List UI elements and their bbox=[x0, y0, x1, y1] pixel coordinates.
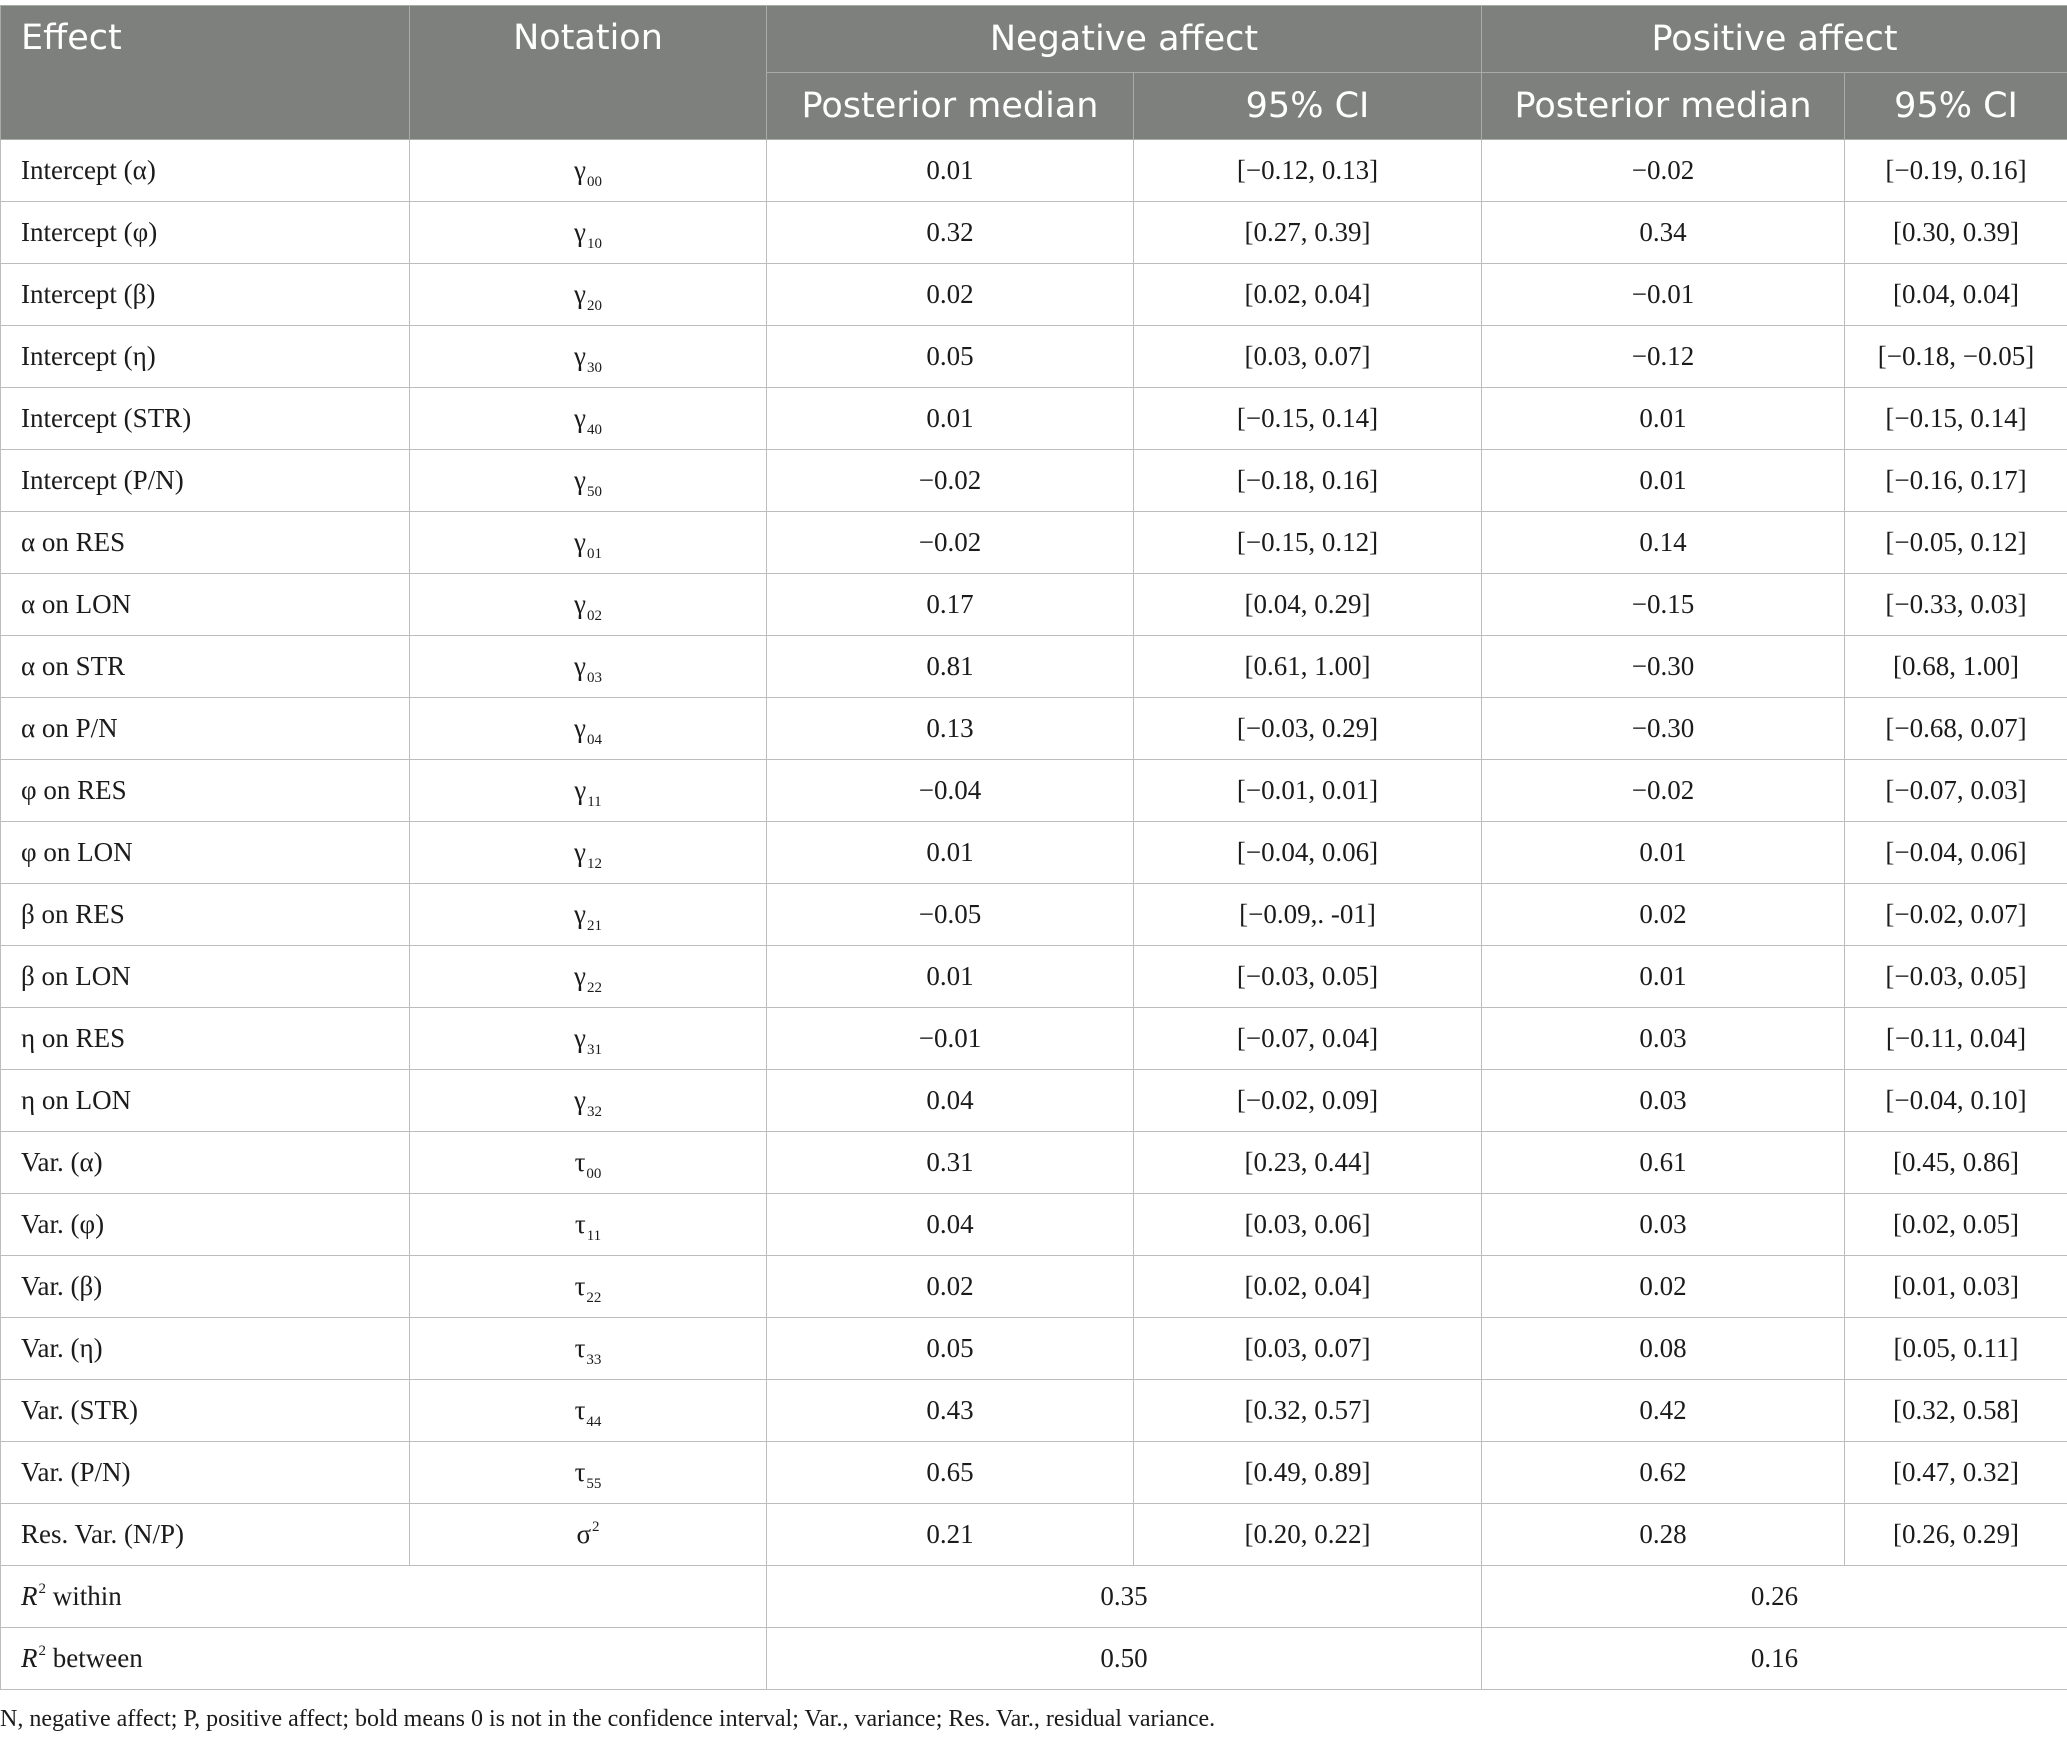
cell-pos-median: 0.01 bbox=[1482, 450, 1845, 512]
notation-superscript: 2 bbox=[592, 1519, 600, 1535]
notation-symbol: γ bbox=[574, 465, 586, 495]
table-row bbox=[1, 450, 2067, 512]
table-row bbox=[1, 1132, 2067, 1194]
cell-pos-median: 0.01 bbox=[1482, 946, 1845, 1008]
notation-subscript: 44 bbox=[586, 1414, 602, 1430]
notation-subscript: 12 bbox=[586, 856, 602, 872]
cell-pos-ci: [0.02, 0.05] bbox=[1845, 1194, 2067, 1256]
table-row bbox=[1, 884, 2067, 946]
cell-pos-median: −0.01 bbox=[1482, 264, 1845, 326]
cell-effect: Var. (α) bbox=[1, 1132, 410, 1194]
cell-pos-ci: [0.30, 0.39] bbox=[1845, 202, 2067, 264]
notation-subscript: 02 bbox=[586, 608, 602, 624]
cell-pos-median: −0.30 bbox=[1482, 698, 1845, 760]
r2-superscript: 2 bbox=[38, 1643, 46, 1659]
notation-symbol: γ bbox=[574, 1085, 586, 1115]
cell-r2-label bbox=[1, 1628, 767, 1690]
cell-effect: α on LON bbox=[1, 574, 410, 636]
cell-notation bbox=[410, 1380, 767, 1442]
table-row-r2 bbox=[1, 1628, 2067, 1690]
cell-pos-ci: [0.01, 0.03] bbox=[1845, 1256, 2067, 1318]
header-neg-posterior-median: Posterior median bbox=[767, 73, 1134, 140]
table-header bbox=[1, 6, 2067, 140]
notation-symbol: τ bbox=[574, 1457, 586, 1487]
cell-r2-negative: 0.35 bbox=[767, 1566, 1482, 1628]
cell-neg-median: 0.04 bbox=[767, 1194, 1134, 1256]
cell-neg-median: 0.01 bbox=[767, 388, 1134, 450]
notation-subscript: 00 bbox=[586, 1166, 602, 1182]
r2-symbol: R bbox=[21, 1581, 38, 1611]
notation-subscript: 00 bbox=[586, 174, 602, 190]
notation-symbol: γ bbox=[574, 403, 586, 433]
header-negative-affect: Negative affect bbox=[767, 6, 1482, 73]
cell-pos-ci: [−0.02, 0.07] bbox=[1845, 884, 2067, 946]
cell-effect: Intercept (α) bbox=[1, 140, 410, 202]
notation-symbol: γ bbox=[574, 589, 586, 619]
cell-pos-median: −0.02 bbox=[1482, 140, 1845, 202]
table-row bbox=[1, 140, 2067, 202]
cell-effect: φ on LON bbox=[1, 822, 410, 884]
table-row bbox=[1, 574, 2067, 636]
notation-symbol: τ bbox=[574, 1271, 586, 1301]
cell-notation bbox=[410, 202, 767, 264]
table-row bbox=[1, 1070, 2067, 1132]
cell-neg-ci: [0.04, 0.29] bbox=[1134, 574, 1482, 636]
cell-pos-ci: [0.26, 0.29] bbox=[1845, 1504, 2067, 1566]
cell-pos-median: 0.62 bbox=[1482, 1442, 1845, 1504]
notation-symbol: γ bbox=[574, 1023, 586, 1053]
cell-pos-median: 0.01 bbox=[1482, 388, 1845, 450]
cell-notation bbox=[410, 822, 767, 884]
cell-neg-ci: [−0.01, 0.01] bbox=[1134, 760, 1482, 822]
notation-subscript: 50 bbox=[586, 484, 602, 500]
notation-symbol: γ bbox=[574, 713, 586, 743]
cell-notation bbox=[410, 1442, 767, 1504]
cell-notation bbox=[410, 1070, 767, 1132]
cell-notation bbox=[410, 512, 767, 574]
cell-pos-ci: [0.45, 0.86] bbox=[1845, 1132, 2067, 1194]
notation-symbol: γ bbox=[574, 651, 586, 681]
cell-effect: η on RES bbox=[1, 1008, 410, 1070]
notation-symbol: τ bbox=[574, 1333, 586, 1363]
notation-subscript: 11 bbox=[586, 1228, 602, 1244]
cell-neg-median: 0.01 bbox=[767, 822, 1134, 884]
cell-pos-median: 0.01 bbox=[1482, 822, 1845, 884]
r2-superscript: 2 bbox=[38, 1581, 46, 1597]
cell-neg-median: 0.31 bbox=[767, 1132, 1134, 1194]
cell-neg-ci: [0.27, 0.39] bbox=[1134, 202, 1482, 264]
cell-pos-median: 0.08 bbox=[1482, 1318, 1845, 1380]
table-footnote: N, negative affect; P, positive affect; bold means 0 is not in the confidence interval; Var., variance; Res. Var., residual variance. bbox=[0, 1706, 1216, 1732]
cell-effect: β on LON bbox=[1, 946, 410, 1008]
cell-r2-positive: 0.26 bbox=[1482, 1566, 2067, 1628]
notation-subscript: 03 bbox=[586, 670, 602, 686]
cell-neg-median: −0.04 bbox=[767, 760, 1134, 822]
cell-pos-ci: [0.05, 0.11] bbox=[1845, 1318, 2067, 1380]
cell-pos-median: 0.61 bbox=[1482, 1132, 1845, 1194]
cell-notation bbox=[410, 1132, 767, 1194]
cell-pos-ci: [−0.04, 0.10] bbox=[1845, 1070, 2067, 1132]
notation-symbol: σ bbox=[576, 1519, 592, 1549]
notation-symbol: γ bbox=[574, 775, 587, 805]
notation-subscript: 01 bbox=[586, 546, 602, 562]
cell-neg-ci: [−0.09,. -01] bbox=[1134, 884, 1482, 946]
cell-notation bbox=[410, 760, 767, 822]
cell-pos-ci: [−0.11, 0.04] bbox=[1845, 1008, 2067, 1070]
notation-symbol: γ bbox=[574, 527, 586, 557]
cell-pos-ci: [−0.33, 0.03] bbox=[1845, 574, 2067, 636]
cell-notation bbox=[410, 1008, 767, 1070]
notation-symbol: γ bbox=[574, 155, 586, 185]
notation-subscript: 40 bbox=[586, 422, 602, 438]
cell-pos-median: 0.03 bbox=[1482, 1194, 1845, 1256]
cell-effect: η on LON bbox=[1, 1070, 410, 1132]
cell-pos-ci: [−0.16, 0.17] bbox=[1845, 450, 2067, 512]
table-row bbox=[1, 512, 2067, 574]
cell-pos-median: −0.30 bbox=[1482, 636, 1845, 698]
table-row bbox=[1, 1194, 2067, 1256]
cell-pos-ci: [−0.18, −0.05] bbox=[1845, 326, 2067, 388]
cell-effect: Intercept (β) bbox=[1, 264, 410, 326]
notation-symbol: γ bbox=[574, 837, 586, 867]
cell-pos-ci: [−0.68, 0.07] bbox=[1845, 698, 2067, 760]
notation-subscript: 55 bbox=[586, 1476, 602, 1492]
table-row bbox=[1, 1442, 2067, 1504]
header-notation: Notation bbox=[410, 6, 767, 140]
notation-symbol: τ bbox=[574, 1395, 586, 1425]
cell-pos-median: 0.03 bbox=[1482, 1070, 1845, 1132]
notation-subscript: 33 bbox=[586, 1352, 602, 1368]
cell-neg-ci: [0.02, 0.04] bbox=[1134, 1256, 1482, 1318]
cell-neg-ci: [0.61, 1.00] bbox=[1134, 636, 1482, 698]
cell-pos-ci: [0.68, 1.00] bbox=[1845, 636, 2067, 698]
cell-pos-median: −0.02 bbox=[1482, 760, 1845, 822]
cell-notation bbox=[410, 1256, 767, 1318]
notation-subscript: 31 bbox=[586, 1042, 602, 1058]
cell-neg-ci: [−0.02, 0.09] bbox=[1134, 1070, 1482, 1132]
cell-neg-ci: [0.20, 0.22] bbox=[1134, 1504, 1482, 1566]
cell-neg-ci: [−0.18, 0.16] bbox=[1134, 450, 1482, 512]
cell-pos-median: −0.15 bbox=[1482, 574, 1845, 636]
cell-effect: α on P/N bbox=[1, 698, 410, 760]
table-row bbox=[1, 822, 2067, 884]
table-row bbox=[1, 1256, 2067, 1318]
cell-neg-ci: [−0.03, 0.29] bbox=[1134, 698, 1482, 760]
cell-pos-median: 0.34 bbox=[1482, 202, 1845, 264]
header-pos-posterior-median: Posterior median bbox=[1482, 73, 1845, 140]
notation-subscript: 32 bbox=[586, 1104, 602, 1120]
table-row bbox=[1, 388, 2067, 450]
notation-symbol: γ bbox=[574, 899, 586, 929]
cell-neg-median: 0.02 bbox=[767, 264, 1134, 326]
table-row bbox=[1, 760, 2067, 822]
cell-neg-median: 0.81 bbox=[767, 636, 1134, 698]
cell-notation bbox=[410, 1504, 767, 1566]
cell-notation bbox=[410, 450, 767, 512]
cell-pos-median: 0.42 bbox=[1482, 1380, 1845, 1442]
header-positive-affect: Positive affect bbox=[1482, 6, 2067, 73]
cell-notation bbox=[410, 946, 767, 1008]
cell-effect: Var. (P/N) bbox=[1, 1442, 410, 1504]
cell-notation bbox=[410, 636, 767, 698]
notation-subscript: 30 bbox=[586, 360, 602, 376]
cell-neg-median: 0.05 bbox=[767, 1318, 1134, 1380]
cell-pos-median: 0.02 bbox=[1482, 1256, 1845, 1318]
cell-notation bbox=[410, 574, 767, 636]
notation-symbol: γ bbox=[574, 961, 586, 991]
cell-effect: β on RES bbox=[1, 884, 410, 946]
cell-effect: α on STR bbox=[1, 636, 410, 698]
notation-symbol: γ bbox=[574, 279, 586, 309]
cell-effect: α on RES bbox=[1, 512, 410, 574]
header-effect: Effect bbox=[1, 6, 410, 140]
table-row-r2 bbox=[1, 1566, 2067, 1628]
cell-r2-negative: 0.50 bbox=[767, 1628, 1482, 1690]
notation-subscript: 11 bbox=[587, 794, 602, 810]
notation-subscript: 22 bbox=[586, 980, 602, 996]
cell-neg-ci: [−0.15, 0.12] bbox=[1134, 512, 1482, 574]
cell-neg-median: 0.13 bbox=[767, 698, 1134, 760]
cell-neg-median: 0.05 bbox=[767, 326, 1134, 388]
cell-neg-median: −0.01 bbox=[767, 1008, 1134, 1070]
cell-pos-ci: [0.04, 0.04] bbox=[1845, 264, 2067, 326]
cell-r2-label bbox=[1, 1566, 767, 1628]
notation-subscript: 21 bbox=[586, 918, 602, 934]
table-row bbox=[1, 1380, 2067, 1442]
cell-neg-ci: [−0.12, 0.13] bbox=[1134, 140, 1482, 202]
cell-neg-median: 0.43 bbox=[767, 1380, 1134, 1442]
notation-subscript: 22 bbox=[586, 1290, 602, 1306]
cell-notation bbox=[410, 884, 767, 946]
results-table-container bbox=[0, 5, 2067, 1690]
cell-neg-ci: [0.49, 0.89] bbox=[1134, 1442, 1482, 1504]
table-row bbox=[1, 636, 2067, 698]
cell-neg-median: −0.02 bbox=[767, 512, 1134, 574]
r2-label: between bbox=[46, 1643, 143, 1673]
notation-symbol: γ bbox=[574, 217, 586, 247]
notation-symbol: τ bbox=[574, 1147, 586, 1177]
cell-neg-median: 0.01 bbox=[767, 140, 1134, 202]
cell-neg-median: −0.05 bbox=[767, 884, 1134, 946]
cell-effect: Intercept (P/N) bbox=[1, 450, 410, 512]
cell-effect: Var. (STR) bbox=[1, 1380, 410, 1442]
table-row bbox=[1, 698, 2067, 760]
cell-pos-median: −0.12 bbox=[1482, 326, 1845, 388]
table-row bbox=[1, 264, 2067, 326]
cell-pos-median: 0.14 bbox=[1482, 512, 1845, 574]
cell-effect: Var. (β) bbox=[1, 1256, 410, 1318]
cell-notation bbox=[410, 140, 767, 202]
cell-notation bbox=[410, 698, 767, 760]
cell-notation bbox=[410, 388, 767, 450]
cell-effect: Intercept (η) bbox=[1, 326, 410, 388]
table-row bbox=[1, 326, 2067, 388]
cell-neg-median: 0.04 bbox=[767, 1070, 1134, 1132]
cell-neg-ci: [0.03, 0.06] bbox=[1134, 1194, 1482, 1256]
cell-neg-ci: [0.32, 0.57] bbox=[1134, 1380, 1482, 1442]
cell-neg-median: 0.01 bbox=[767, 946, 1134, 1008]
table-row bbox=[1, 202, 2067, 264]
header-neg-ci: 95% CI bbox=[1134, 73, 1482, 140]
notation-symbol: γ bbox=[574, 341, 586, 371]
cell-neg-median: −0.02 bbox=[767, 450, 1134, 512]
table-row bbox=[1, 946, 2067, 1008]
cell-pos-ci: [0.32, 0.58] bbox=[1845, 1380, 2067, 1442]
cell-neg-ci: [0.03, 0.07] bbox=[1134, 1318, 1482, 1380]
cell-pos-ci: [−0.15, 0.14] bbox=[1845, 388, 2067, 450]
r2-label: within bbox=[46, 1581, 122, 1611]
cell-effect: Intercept (STR) bbox=[1, 388, 410, 450]
cell-neg-median: 0.65 bbox=[767, 1442, 1134, 1504]
cell-neg-median: 0.21 bbox=[767, 1504, 1134, 1566]
table-body bbox=[1, 140, 2067, 1690]
notation-subscript: 20 bbox=[586, 298, 602, 314]
cell-pos-median: 0.02 bbox=[1482, 884, 1845, 946]
cell-neg-ci: [−0.07, 0.04] bbox=[1134, 1008, 1482, 1070]
cell-neg-median: 0.32 bbox=[767, 202, 1134, 264]
cell-pos-ci: [−0.03, 0.05] bbox=[1845, 946, 2067, 1008]
cell-notation bbox=[410, 264, 767, 326]
cell-pos-ci: [0.47, 0.32] bbox=[1845, 1442, 2067, 1504]
notation-symbol: τ bbox=[574, 1209, 586, 1239]
cell-effect: Res. Var. (N/P) bbox=[1, 1504, 410, 1566]
cell-neg-ci: [0.03, 0.07] bbox=[1134, 326, 1482, 388]
table-row bbox=[1, 1318, 2067, 1380]
results-table bbox=[0, 5, 2067, 1690]
cell-pos-ci: [−0.04, 0.06] bbox=[1845, 822, 2067, 884]
cell-neg-median: 0.02 bbox=[767, 1256, 1134, 1318]
cell-effect: Var. (η) bbox=[1, 1318, 410, 1380]
cell-notation bbox=[410, 1318, 767, 1380]
cell-pos-ci: [−0.05, 0.12] bbox=[1845, 512, 2067, 574]
cell-pos-median: 0.03 bbox=[1482, 1008, 1845, 1070]
cell-effect: Var. (φ) bbox=[1, 1194, 410, 1256]
cell-effect: Intercept (φ) bbox=[1, 202, 410, 264]
header-pos-ci: 95% CI bbox=[1845, 73, 2067, 140]
cell-notation bbox=[410, 1194, 767, 1256]
cell-neg-ci: [−0.15, 0.14] bbox=[1134, 388, 1482, 450]
r2-symbol: R bbox=[21, 1643, 38, 1673]
cell-neg-ci: [−0.04, 0.06] bbox=[1134, 822, 1482, 884]
table-row bbox=[1, 1504, 2067, 1566]
cell-neg-ci: [0.02, 0.04] bbox=[1134, 264, 1482, 326]
cell-notation bbox=[410, 326, 767, 388]
cell-pos-ci: [−0.07, 0.03] bbox=[1845, 760, 2067, 822]
cell-neg-ci: [0.23, 0.44] bbox=[1134, 1132, 1482, 1194]
cell-effect: φ on RES bbox=[1, 760, 410, 822]
notation-subscript: 10 bbox=[586, 236, 602, 252]
cell-neg-median: 0.17 bbox=[767, 574, 1134, 636]
cell-pos-median: 0.28 bbox=[1482, 1504, 1845, 1566]
notation-subscript: 04 bbox=[586, 732, 602, 748]
table-row bbox=[1, 1008, 2067, 1070]
cell-r2-positive: 0.16 bbox=[1482, 1628, 2067, 1690]
cell-neg-ci: [−0.03, 0.05] bbox=[1134, 946, 1482, 1008]
cell-pos-ci: [−0.19, 0.16] bbox=[1845, 140, 2067, 202]
